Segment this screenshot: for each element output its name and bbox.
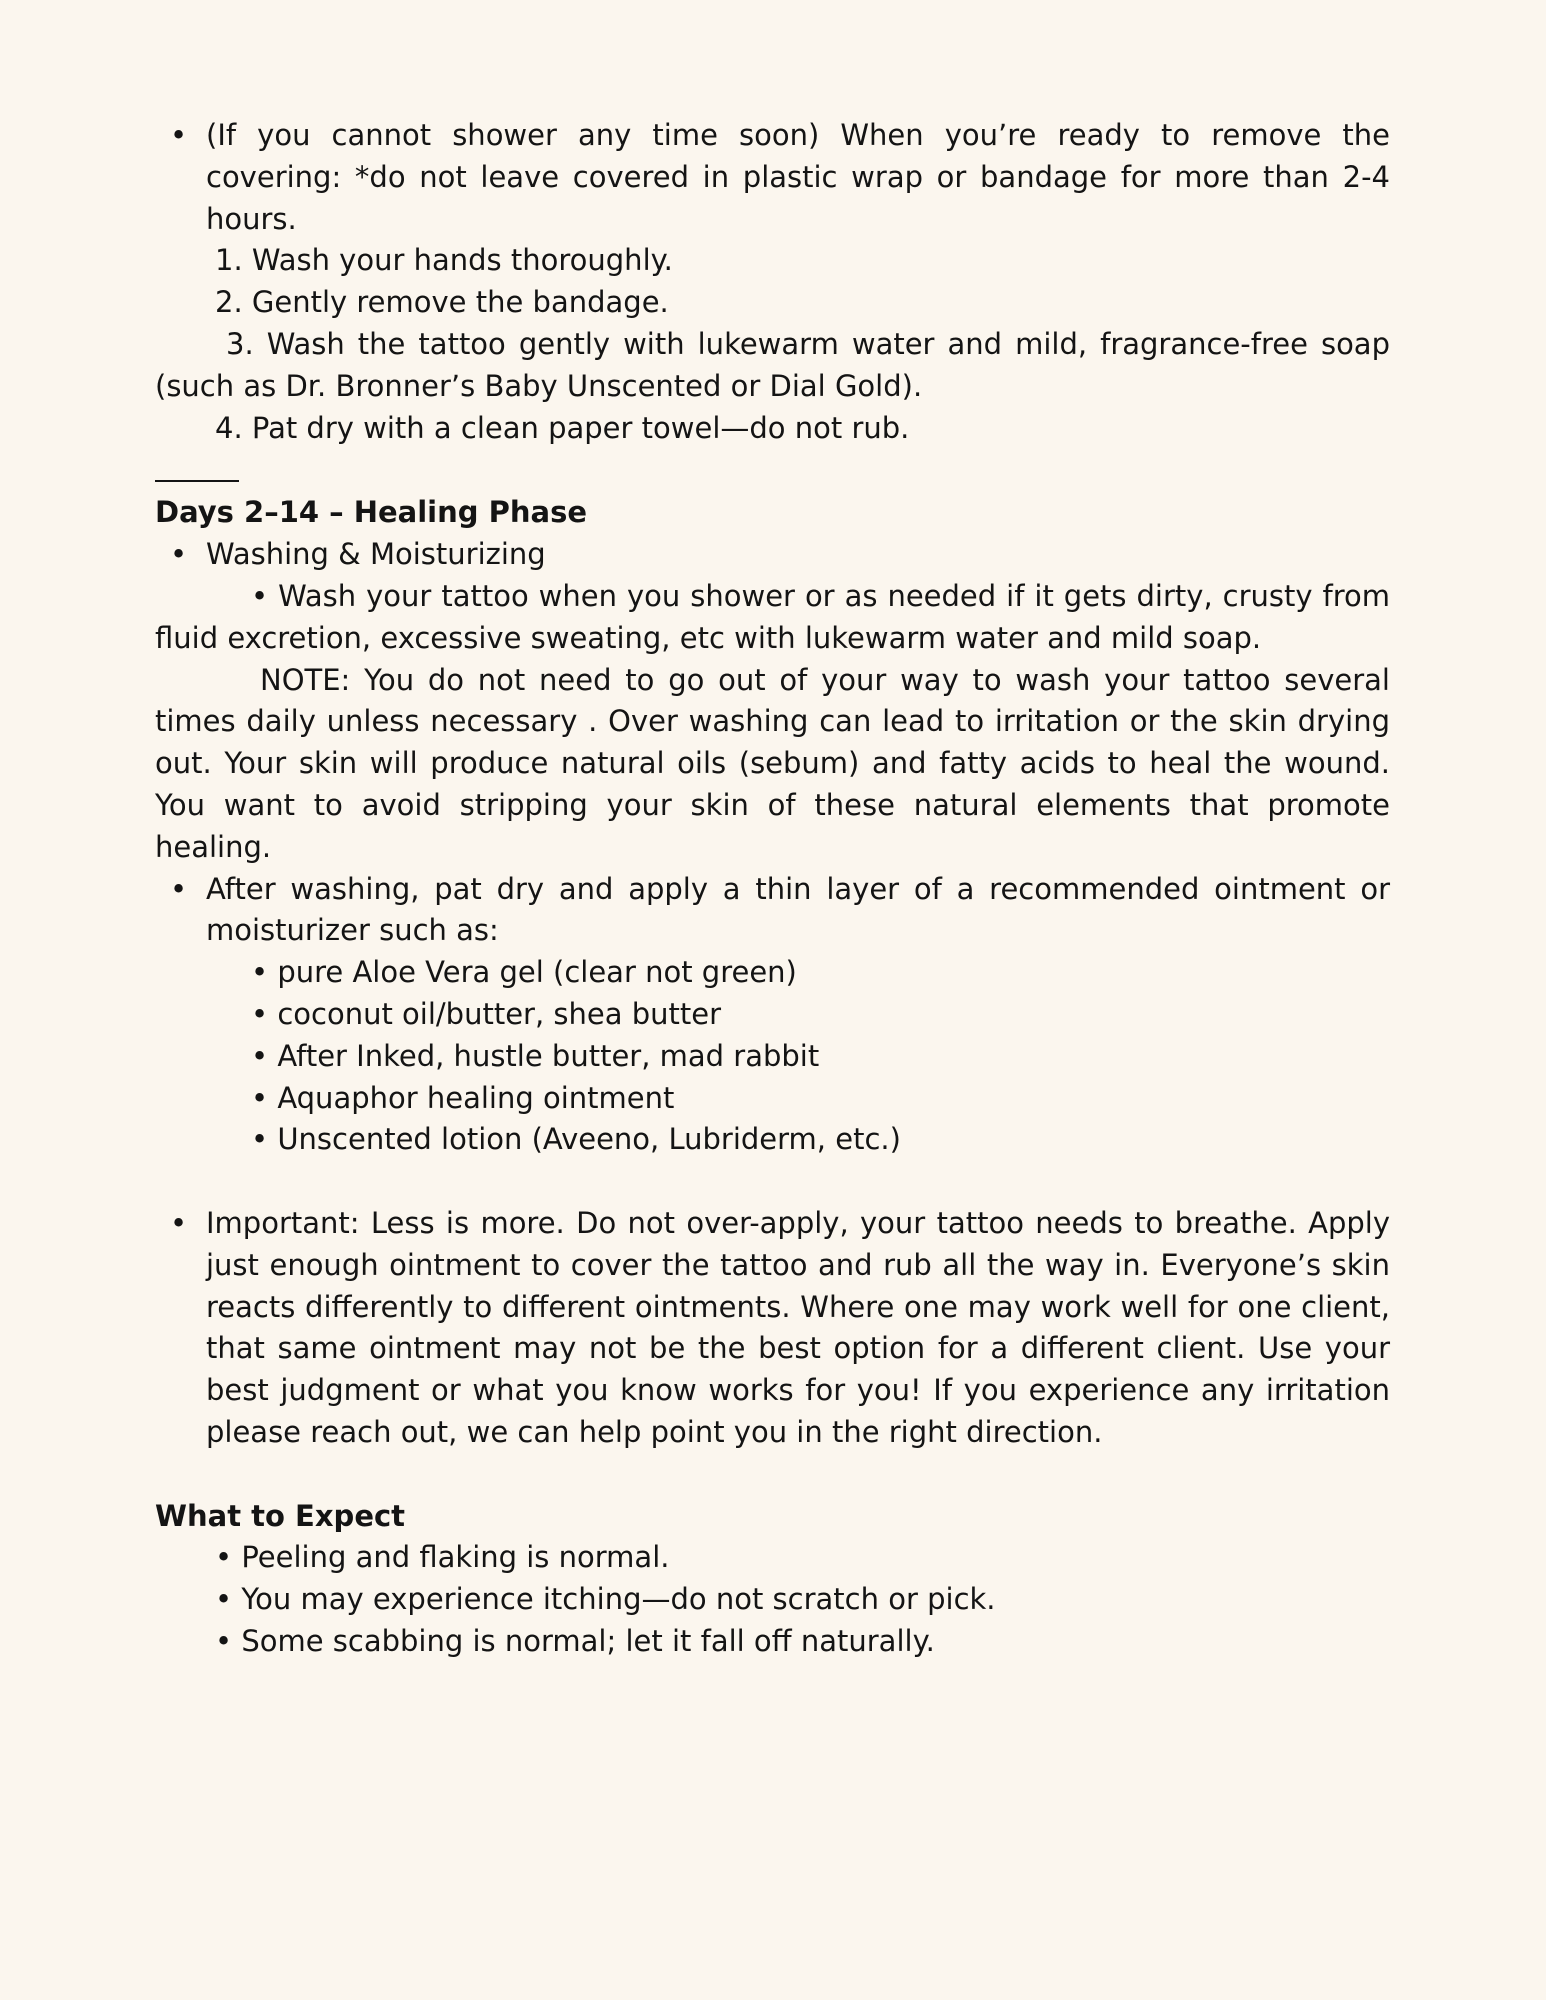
what-to-expect-heading: What to Expect: [155, 1498, 406, 1533]
note-paragraph: NOTE: You do not need to go out of your way to wash your tattoo several times daily unless necessary . Over washing can lead to irritation or the skin drying out. Your skin will produce natural oils (sebum) and fatty acids to heal the wound. You want to avoid stripping your skin of these natural elements that promote healing.: [155, 662, 1390, 864]
step-4: 4. Pat dry with a clean paper towel—do not rub.: [215, 410, 910, 445]
bullet-dot: •: [170, 118, 188, 152]
important-text: Important: Less is more. Do not over-apply, your tattoo needs to breathe. Apply just enough ointment to cover the tattoo and rub all the way in. Everyone’s skin reacts differently to different ointments. Where one may work well for one client, that same ointment may not be the best option for a different client. Use your best judgment or what you know works for you! If you experience any irritation please reach out, we can help point you in the right direction.: [206, 1205, 1390, 1449]
washing-title: Washing & Moisturizing: [206, 537, 546, 572]
bullet-dot: •: [170, 537, 188, 572]
after-washing-text: After washing, pat dry and apply a thin layer of a recommended ointment or moisturizer such as:: [206, 871, 1390, 948]
bullet-dot: •: [170, 871, 188, 906]
after-washing-bullet: [155, 869, 1390, 953]
step-3: 3. Wash the tattoo gently with lukewarm water and mild, fragrance-free soap (such as Dr. Bronner’s Baby Unscented or Dial Gold).: [155, 326, 1390, 403]
important-bullet: [155, 1203, 1390, 1454]
spacer: [155, 1161, 1390, 1203]
product-item: • Aquaphor healing ointment: [251, 1080, 675, 1115]
healing-phase-heading: Days 2–14 – Healing Phase: [155, 495, 588, 530]
washing-bullet: [155, 534, 1390, 576]
expect-item: • You may experience itching—do not scratch or pick.: [215, 1582, 996, 1617]
aftercare-content: [155, 115, 1390, 1663]
bullet-dot: •: [170, 1205, 188, 1240]
product-item: • pure Aloe Vera gel (clear not green): [251, 955, 797, 990]
step-1: 1. Wash your hands thoroughly.: [215, 243, 673, 278]
product-item: • After Inked, hustle butter, mad rabbit: [251, 1038, 820, 1073]
expect-item: • Peeling and flaking is normal.: [215, 1540, 670, 1575]
product-item: • Unscented lotion (Aveeno, Lubriderm, etc.): [251, 1122, 901, 1157]
removal-bullet: [155, 115, 1390, 240]
product-item: • coconut oil/butter, shea butter: [251, 996, 722, 1031]
section-divider: [155, 480, 239, 482]
washing-paragraph: • Wash your tattoo when you shower or as needed if it gets dirty, crusty from fluid excretion, excessive sweating, etc with lukewarm water and mild soap.: [155, 578, 1390, 655]
expect-item: • Some scabbing is normal; let it fall off naturally.: [215, 1623, 935, 1658]
spacer: [155, 1454, 1390, 1496]
step-2: 2. Gently remove the bandage.: [215, 285, 669, 320]
removal-bullet-text: (If you cannot shower any time soon) When you’re ready to remove the covering: *do not leave covered in plastic wrap or bandage for more than 2-4 hours.: [206, 118, 1390, 236]
